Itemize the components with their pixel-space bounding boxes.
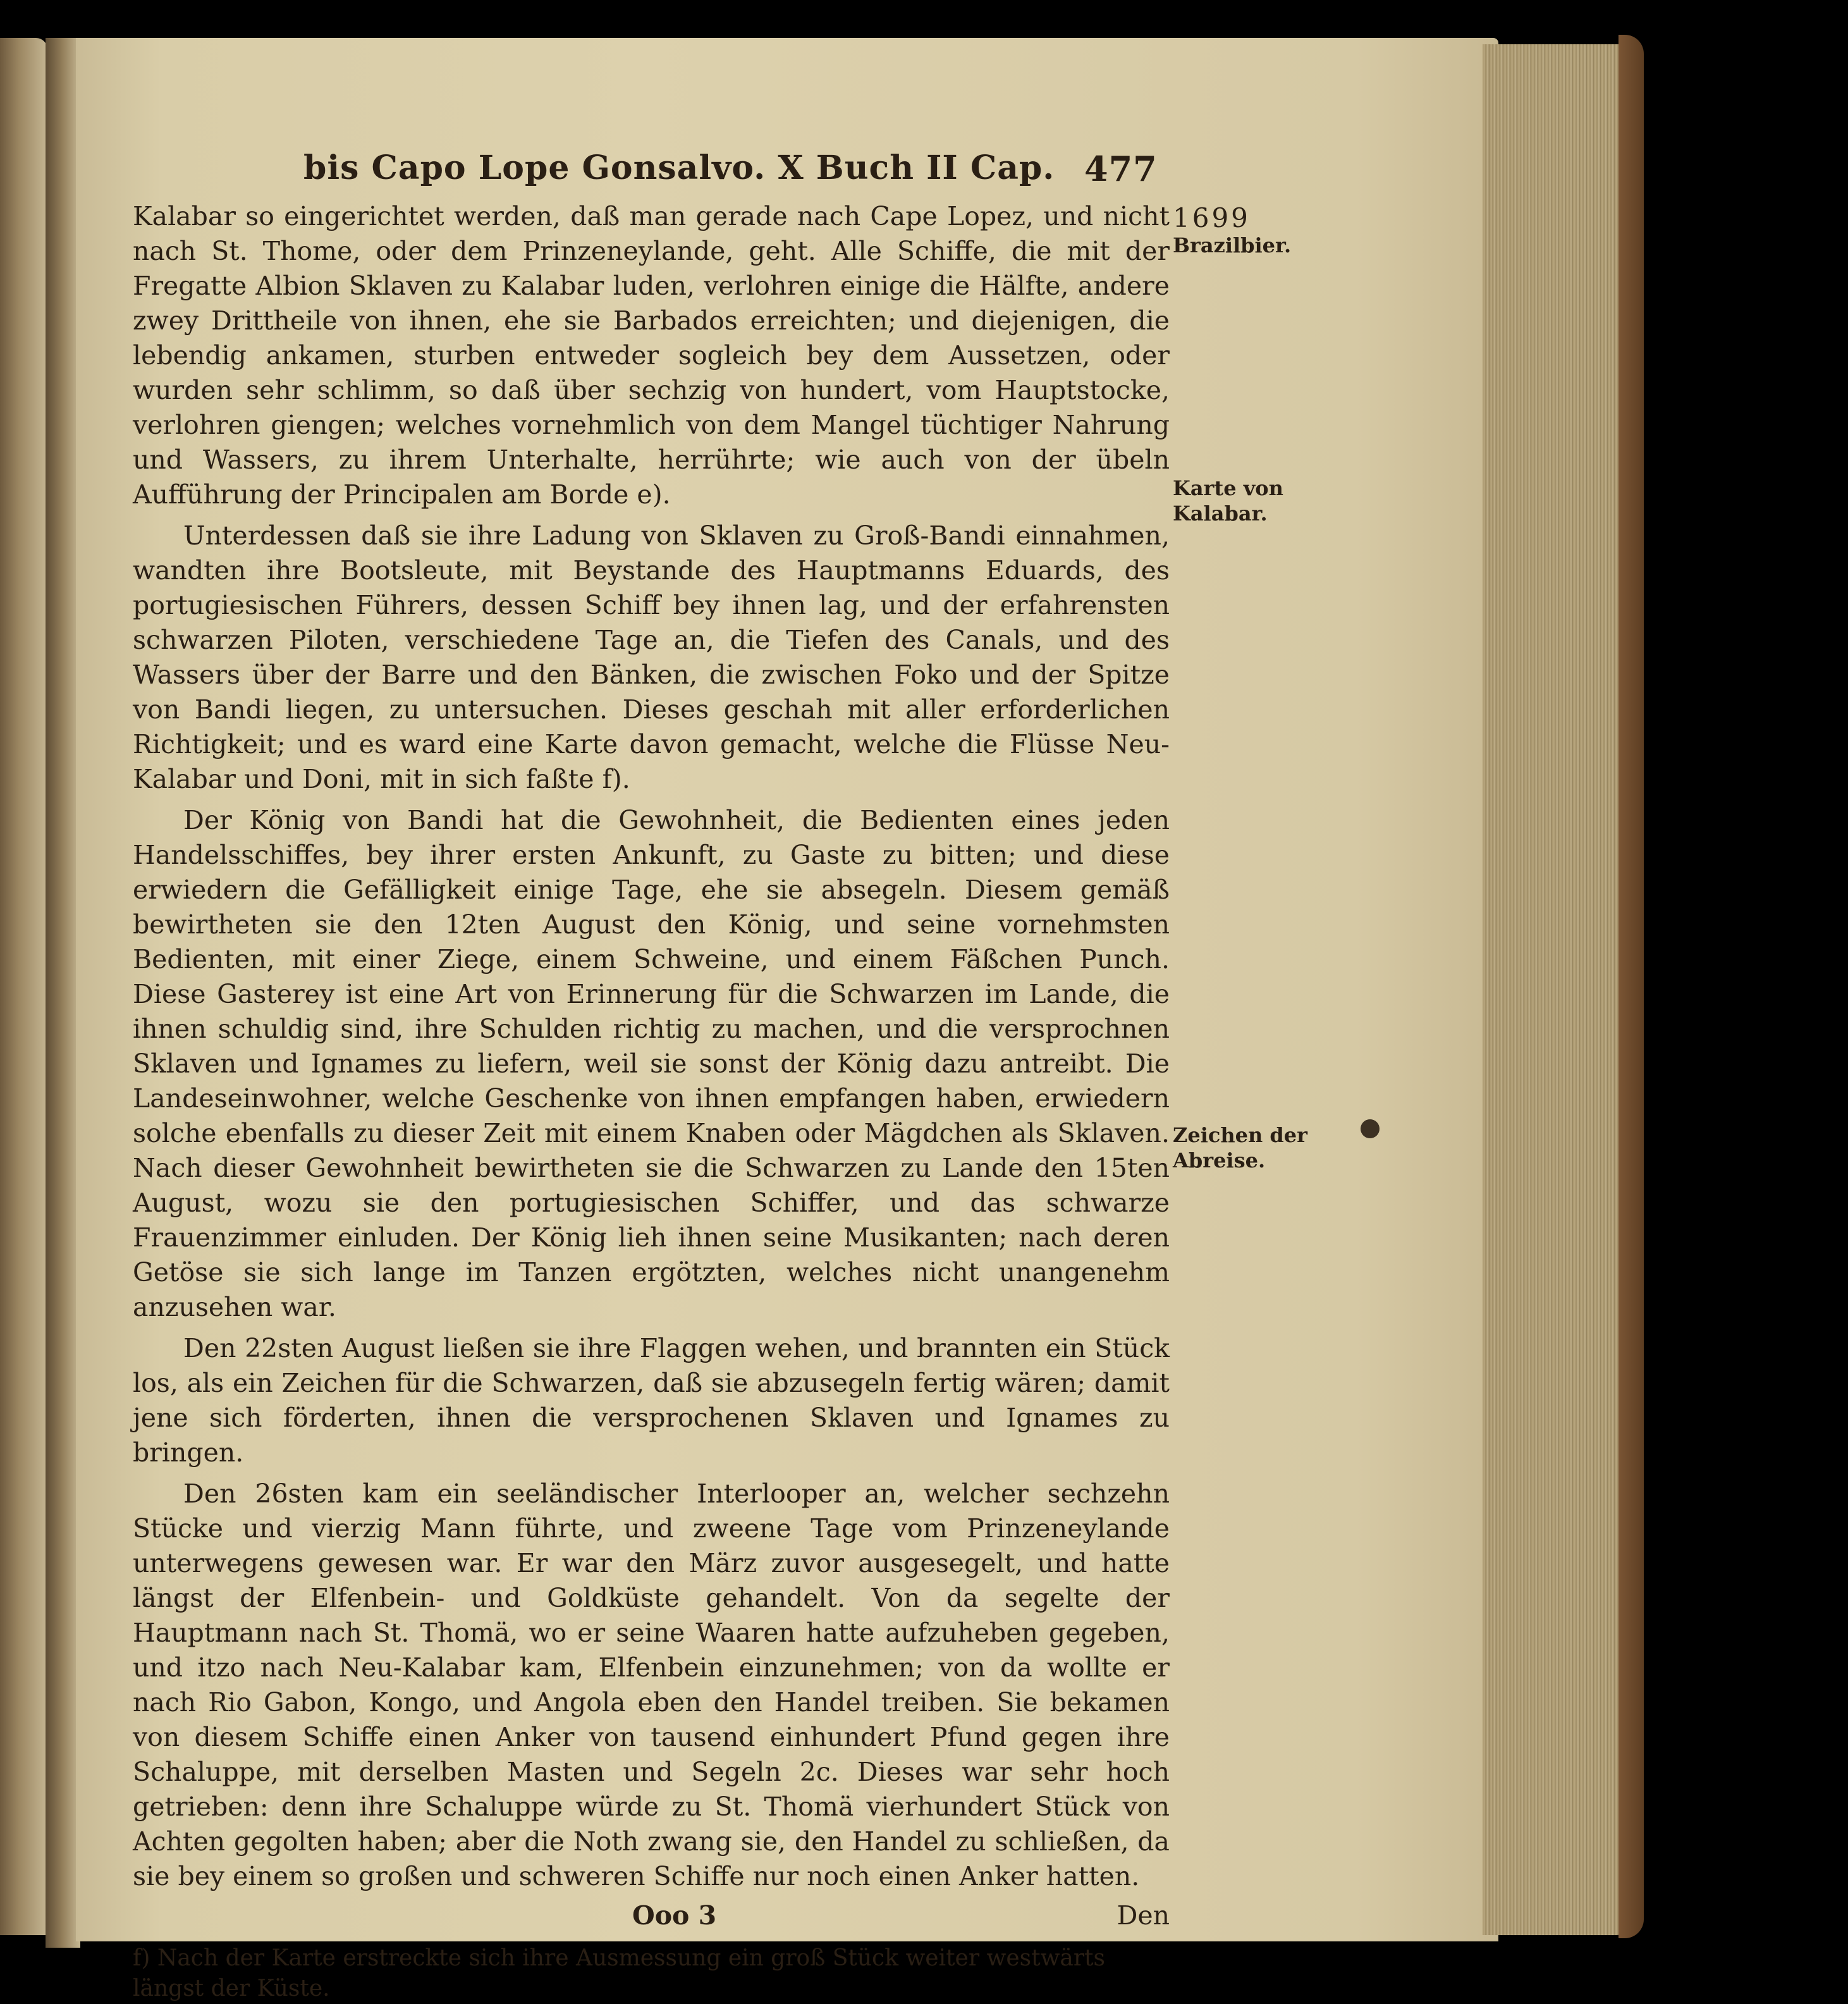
page-header bbox=[133, 142, 1170, 199]
margin-kalabar: Kalabar. bbox=[1173, 501, 1268, 526]
catchword: Den bbox=[1117, 1900, 1170, 1931]
page-block-edge bbox=[1483, 44, 1641, 1935]
margin-brazilbier: Brazilbier. bbox=[1173, 233, 1292, 257]
margin-karte: Karte von bbox=[1173, 476, 1283, 500]
paragraph-4: Den 22sten August ließen sie ihre Flaggen wehen, und brannten ein Stück los, als ein Zeichen für die Schwarzen, daß sie abzusegeln fertig wären; damit jene sich förderten, ihnen die versprochenen Sklaven und Ignames zu bringen. bbox=[133, 1333, 1170, 1468]
ink-stain bbox=[1361, 1119, 1380, 1138]
book-gutter bbox=[46, 38, 80, 1948]
left-page-edge bbox=[0, 38, 47, 1935]
paragraph-2: Unterdessen daß sie ihre Ladung von Sklaven zu Groß-Bandi einnahmen, wandten ihre Bootsleute, mit Beystande des Hauptmanns Eduards, des portugiesischen Führers, dessen Schiff bey ihnen lag, und der erfahrensten schwarzen Piloten, verschiedene Tage an, die Tiefen des Canals, und des Wassers über der Barre und den Bänken, die zwischen Foko und der Spitze von Bandi liegen, zu untersuchen. Dieses geschah mit aller erforderlichen Richtigkeit; und es ward eine Karte davon gemacht, welche die Flüsse Neu-Kalabar und Doni, mit in sich faßte f). bbox=[133, 520, 1170, 794]
paragraph-3: Der König von Bandi hat die Gewohnheit, die Bedienten eines jeden Handelsschiffes, bey ihrer ersten Ankunft, zu Gaste zu bitten; und diese erwiedern die Gefälligkeit einige Tage, ehe sie absegeln. Diesem gemäß bewirtheten sie den 12ten August den König, und seine vornehmsten Bedienten, mit einer Ziege, einem Schweine, und einem Fäßchen Punch. Diese Gasterey ist eine Art von Erinnerung für die Schwarzen im Lande, die ihnen schuldig sind, ihre Schulden richtig zu machen, und die versprochnen Sklaven und Ignames zu liefern, weil sie sonst der König dazu antreibt. Die Landeseinwohner, welche Geschenke von ihnen empfangen haben, erwiedern solche ebenfalls zu dieser Zeit mit einem Knaben oder Mägdchen als Sklaven. Nach dieser Gewohnheit bewirtheten sie die Schwarzen zu Lande den 15ten August, wozu sie den portugiesischen Schiffer, und das schwarze Frauenzimmer einluden. Der König lieh ihnen seine Musikanten; nach deren Getöse sie sich lange im Tanzen ergötzten, welches nicht unangenehm anzusehen war. bbox=[133, 805, 1170, 1322]
signature-row bbox=[133, 1900, 1170, 1938]
margin-year: 1699 bbox=[1173, 202, 1251, 233]
margin-abreise: Abreise. bbox=[1173, 1148, 1266, 1172]
footnote: f) Nach der Karte erstreckte sich ihre Ausmessung ein groß Stück weiter westwärts längst der Küste. bbox=[133, 1945, 1105, 2001]
book-cover-edge bbox=[1619, 35, 1644, 1938]
page-content bbox=[133, 142, 1170, 2004]
margin-note-karte bbox=[1173, 476, 1283, 526]
running-title: bis Capo Lope Gonsalvo. X Buch II Cap. bbox=[303, 149, 1055, 187]
paragraph-1: Kalabar so eingerichtet werden, daß man gerade nach Cape Lopez, und nicht nach St. Thome, oder dem Prinzeneylande, geht. Alle Schiffe, die mit der Fregatte Albion Sklaven zu Kalabar luden, verlohren einige die Hälfte, andere zwey Drittheile von ihnen, ehe sie Barbados erreichten; und diejenigen, die lebendig ankamen, sturben entweder sogleich bey dem Aussetzen, oder wurden sehr schlimm, so daß über sechzig von hundert, vom Hauptstocke, verlohren giengen; welches vornehmlich von dem Mangel tüchtiger Nahrung und Wassers, zu ihrem Unterhalte, herrührte; wie auch von der übeln Aufführung der Principalen am Borde e). bbox=[133, 201, 1170, 510]
margin-zeichen: Zeichen der bbox=[1173, 1123, 1307, 1147]
margin-note-year bbox=[1173, 202, 1292, 258]
paragraph-5: Den 26sten kam ein seeländischer Interlooper an, welcher sechzehn Stücke und vierzig Mann führte, und zweene Tage vom Prinzeneylande unterwegens gewesen war. Er war den März zuvor ausgesegelt, und hatte längst der Elfenbein- und Goldküste gehandelt. Von da segelte der Hauptmann nach St. Thomä, wo er seine Waaren hatte aufzuheben gegeben, und itzo nach Neu-Kalabar kam, Elfenbein einzunehmen; von da wollte er nach Rio Gabon, Kongo, und Angola eben den Handel treiben. Sie bekamen von diesem Schiffe einen Anker von tausend einhundert Pfund gegen ihre Schaluppe, mit derselben Masten und Segeln 2c. Dieses war sehr hoch getrieben: denn ihre Schaluppe würde zu St. Thomä vierhundert Stück von Achten gegolten haben; aber die Noth zwang sie, den Handel zu schließen, da sie bey einem so großen und schweren Schiffe nur noch einen Anker hatten. bbox=[133, 1478, 1170, 1891]
signature-mark: Ooo 3 bbox=[632, 1900, 717, 1931]
margin-note-zeichen bbox=[1173, 1122, 1307, 1173]
page-number: 477 bbox=[1084, 149, 1158, 189]
